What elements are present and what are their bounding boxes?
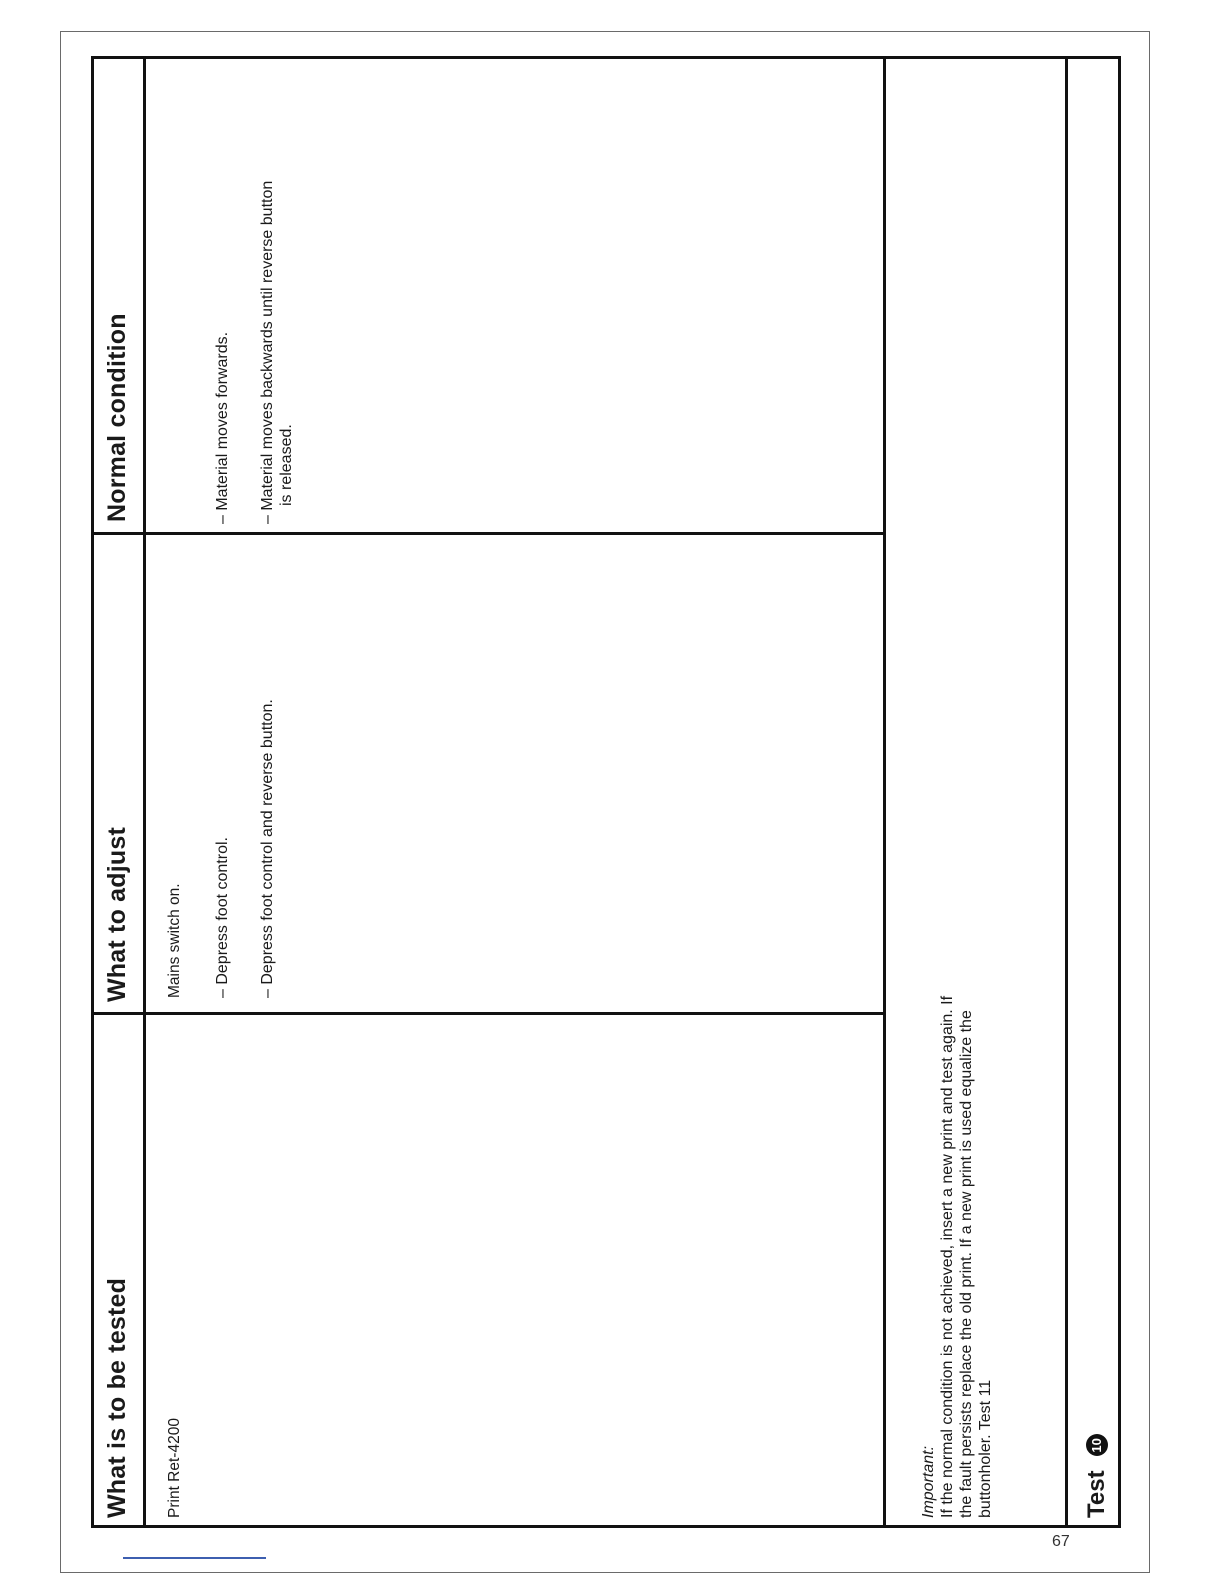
test-number-badge: 10 xyxy=(1086,1434,1108,1456)
test-label-block xyxy=(1081,1434,1113,1518)
note-line-1: If the normal condition is not achieved, insert a new print and test again. If xyxy=(939,995,956,1518)
decorative-line xyxy=(123,1557,266,1559)
note-block xyxy=(919,996,995,1518)
adjust-step-2: – Depress foot control and reverse button. xyxy=(259,699,276,998)
header-normal-condition: Normal condition xyxy=(103,313,131,522)
note-divider xyxy=(883,56,886,1528)
note-line-2: the fault persists replace the old print. If a new print is used equalize the xyxy=(958,1010,975,1518)
header-what-tested: What is to be tested xyxy=(103,1277,131,1518)
footer-divider xyxy=(1065,56,1068,1528)
normal-condition-1: – Material moves forwards. xyxy=(214,331,231,524)
column-divider-1 xyxy=(91,1012,883,1015)
page-number: 67 xyxy=(1052,1533,1070,1550)
adjust-intro: Mains switch on. xyxy=(166,883,183,998)
header-divider xyxy=(143,56,146,1528)
normal-condition-2: – Material moves backwards until reverse button xyxy=(259,180,276,524)
adjust-step-1: – Depress foot control. xyxy=(214,837,231,998)
tested-item: Print Ret-4200 xyxy=(166,1418,183,1518)
header-what-adjust: What to adjust xyxy=(103,826,131,1002)
normal-condition-2-cont: is released. xyxy=(278,424,295,506)
test-label: Test xyxy=(1083,1470,1110,1518)
note-label: Important: xyxy=(920,1445,937,1518)
note-line-3: buttonholer. Test 11 xyxy=(977,1379,994,1518)
rotated-page-content xyxy=(91,56,1121,1528)
column-divider-2 xyxy=(91,532,883,535)
